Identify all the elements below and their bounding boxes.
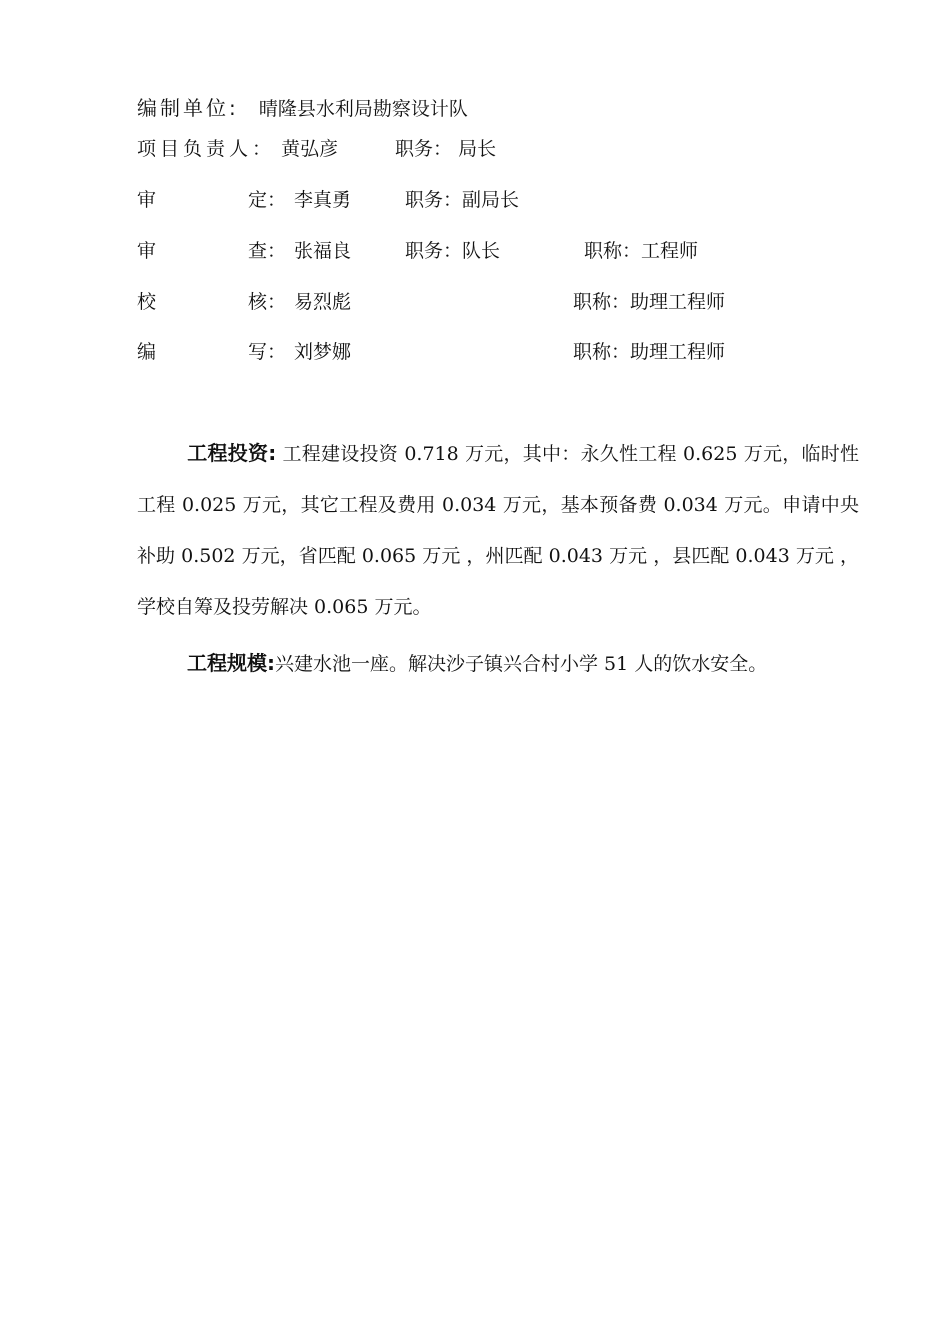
staff-title — [573, 338, 725, 366]
compiling-unit-value: 晴隆县水利局勘察设计队 — [258, 98, 468, 120]
staff-title — [573, 288, 725, 316]
project-leader-line — [137, 135, 338, 163]
staff-title — [584, 237, 698, 265]
staff-role-char-1: 审 — [137, 240, 157, 262]
project-leader-post-value: 局长 — [458, 138, 497, 160]
staff-role-char-2: 定： — [248, 189, 287, 211]
staff-post — [405, 237, 500, 265]
staff-title-value: 助理工程师 — [630, 341, 726, 363]
staff-role-char-1: 编 — [137, 341, 157, 363]
staff-role-char-2: 写： — [248, 341, 287, 363]
staff-title-label: 职称： — [584, 240, 642, 262]
staff-role-char-1: 审 — [137, 189, 157, 211]
staff-post-label: 职务： — [405, 240, 463, 262]
staff-role-char-2: 核： — [248, 291, 287, 313]
investment-paragraph — [137, 428, 859, 633]
project-leader-name: 黄弘彦 — [281, 138, 339, 160]
scale-label: 工程规模: — [187, 651, 275, 675]
staff-post — [405, 186, 519, 214]
project-leader-label: 项目负责人： — [137, 138, 276, 160]
staff-post-label: 职务： — [405, 189, 463, 211]
staff-name: 易烈彪 — [294, 291, 352, 313]
scale-paragraph — [137, 638, 859, 690]
staff-title-label: 职称： — [573, 341, 631, 363]
staff-role-char-2: 查： — [248, 240, 287, 262]
staff-title-value: 助理工程师 — [630, 291, 726, 313]
staff-title-value: 工程师 — [641, 240, 699, 262]
investment-label: 工程投资: — [187, 441, 277, 465]
scale-text: 兴建水池一座。解决沙子镇兴合村小学 51 人的饮水安全。 — [275, 653, 768, 675]
staff-name: 李真勇 — [294, 189, 352, 211]
compiling-unit-line — [137, 94, 468, 122]
staff-post-value: 副局长 — [462, 189, 520, 211]
staff-name: 刘梦娜 — [294, 341, 352, 363]
staff-role-char-1: 校 — [137, 291, 157, 313]
compiling-unit-label: 编制单位: — [137, 96, 239, 120]
project-leader-post-label: 职务： — [395, 138, 453, 160]
project-leader-post — [395, 135, 496, 163]
staff-post-value: 队长 — [462, 240, 501, 262]
staff-name: 张福良 — [294, 240, 352, 262]
staff-title-label: 职称： — [573, 291, 631, 313]
investment-text: 工程建设投资 0.718 万元，其中：永久性工程 0.625 万元，临时性工程 0.025 万元，其它工程及费用 0.034 万元，基本预备费 0.034 万元。申请中央补助 0.502 万元，省匹配 0.065 万元 ，州匹配 0.043 万元 ，县匹配 0.043 万元 ，学校自筹及投劳解决 0.065 万元。 — [137, 443, 859, 618]
